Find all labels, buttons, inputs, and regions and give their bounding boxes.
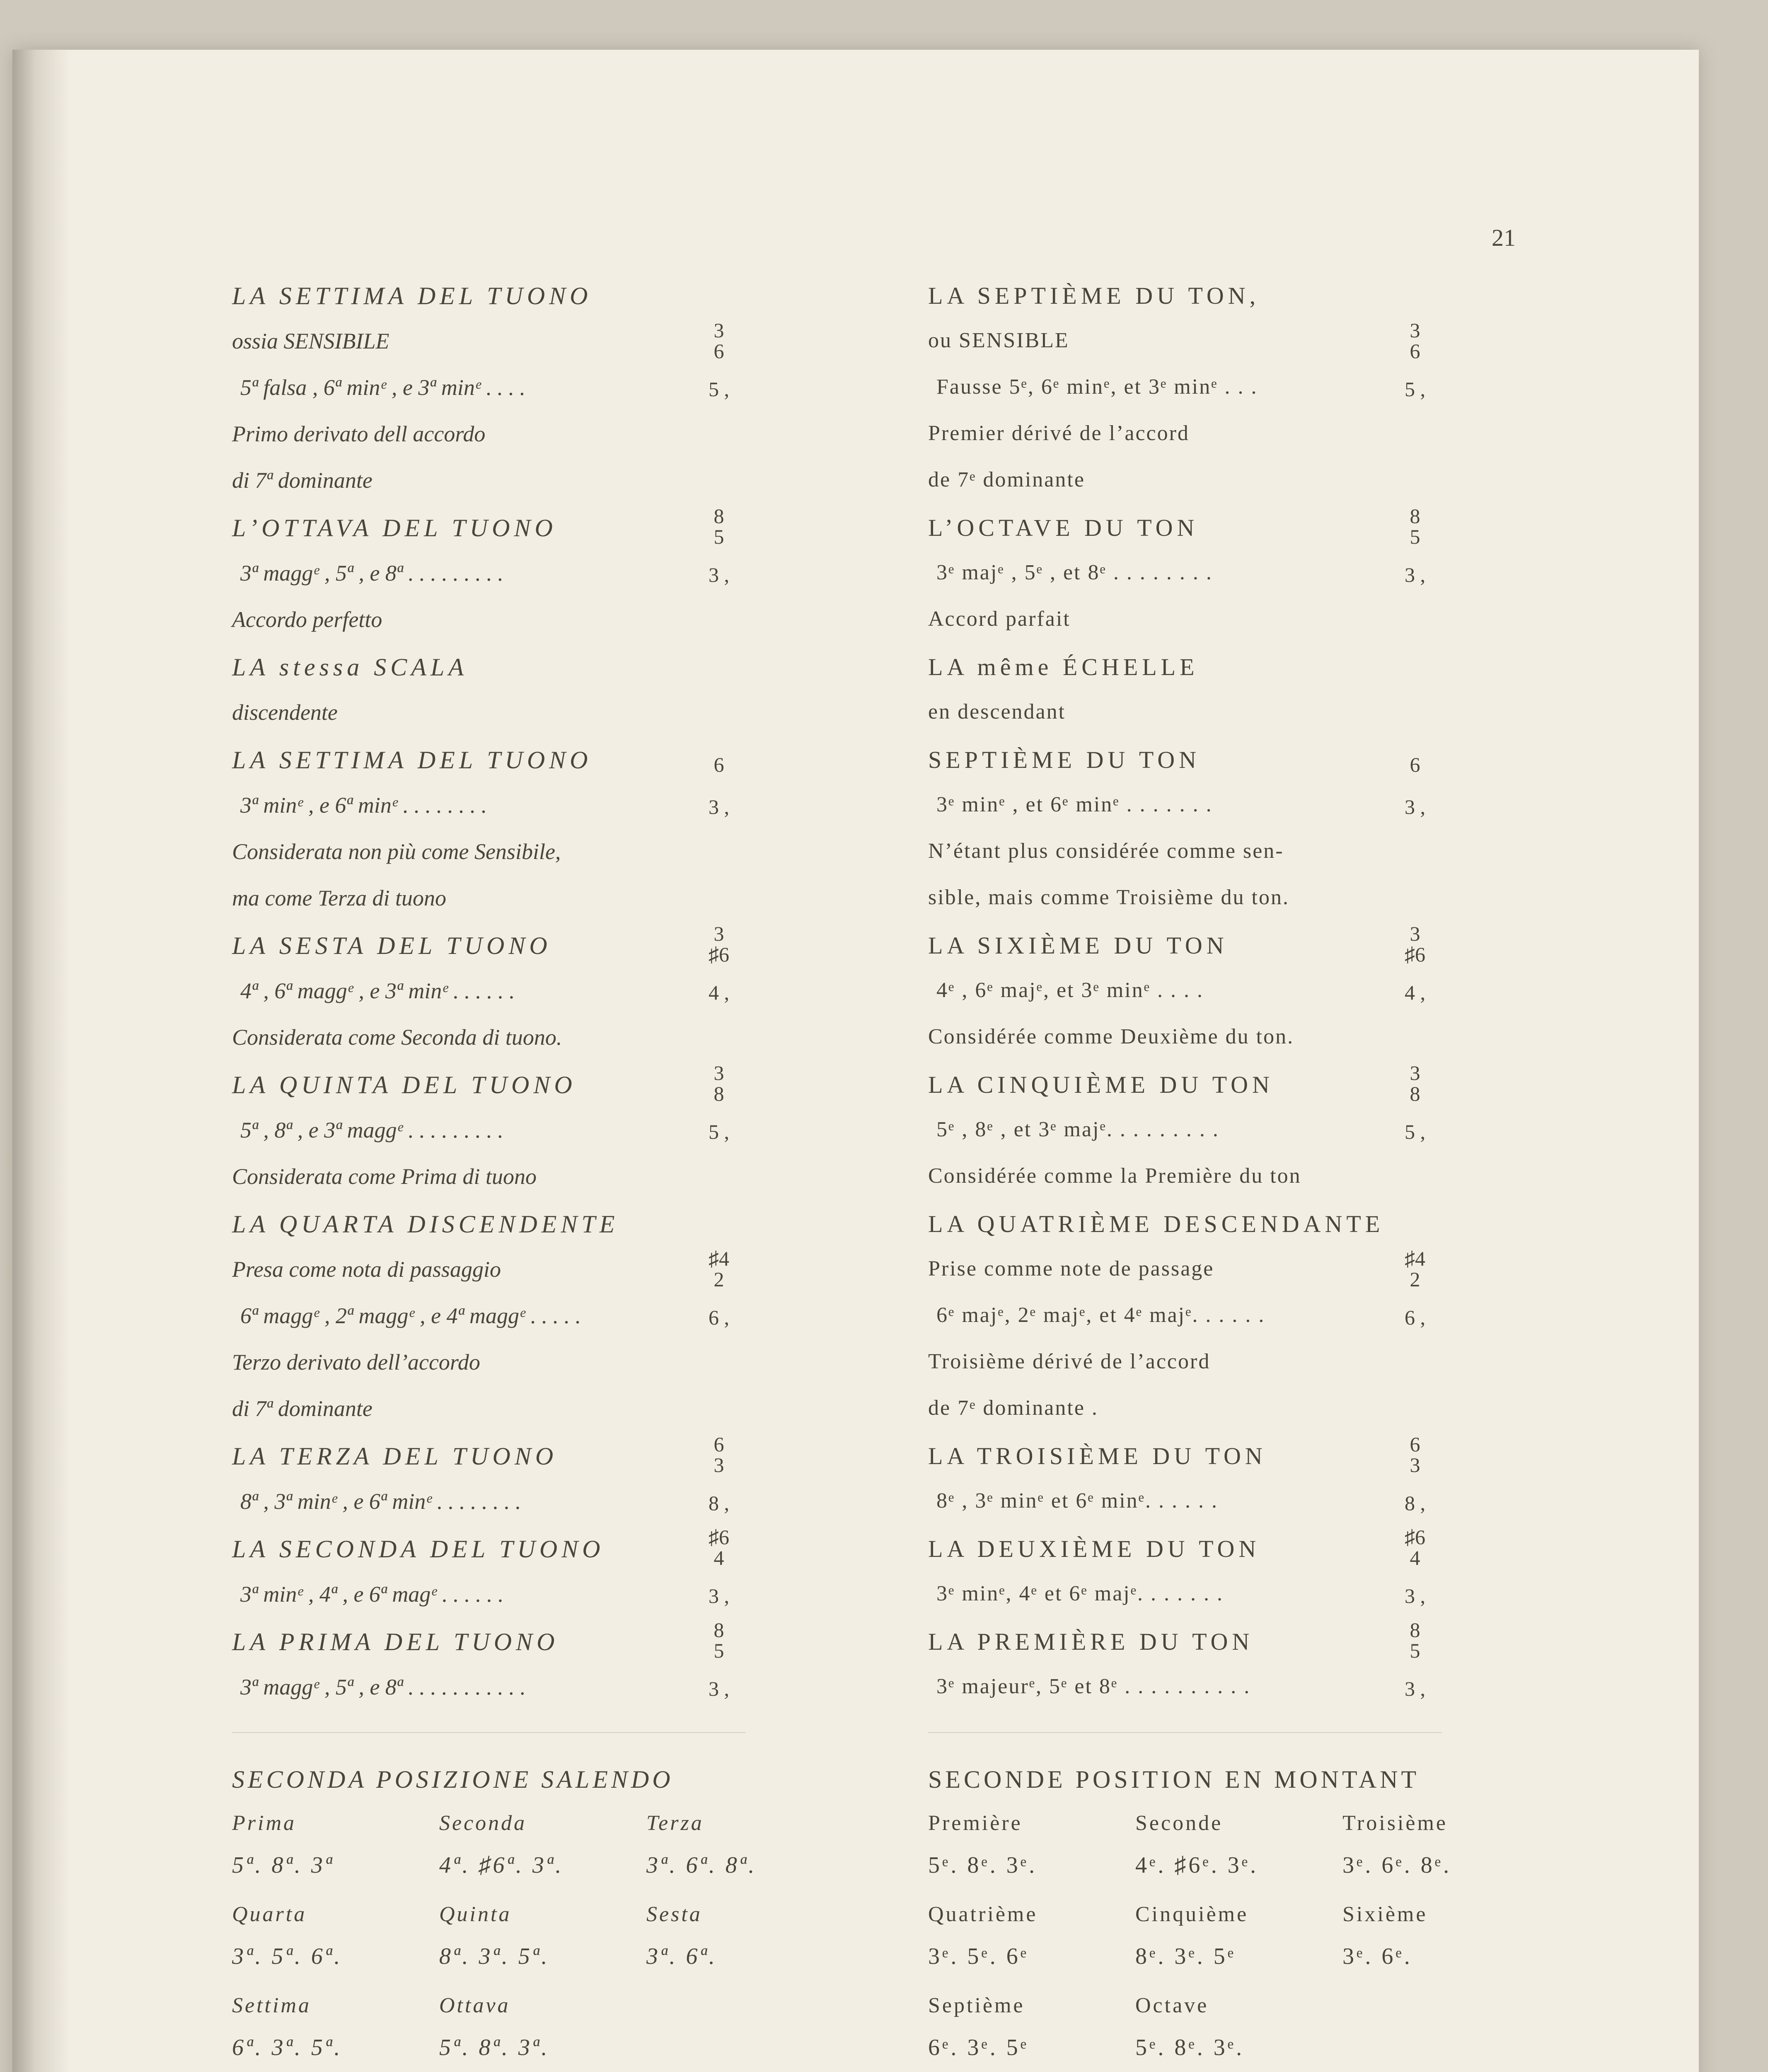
french-entry-line <box>928 792 1467 825</box>
italian-entry-line <box>232 792 771 825</box>
position-label: Cinquième <box>1135 1903 1249 1926</box>
figured-bass: 3 6 <box>1410 319 1420 363</box>
description-text: en descendant <box>928 700 1066 724</box>
italian-entry-title <box>232 282 771 315</box>
figured-bass: 4 , <box>1405 981 1425 1004</box>
description-text: de 7ᵉ dominante <box>928 468 1085 491</box>
italian-entry-text <box>232 1024 771 1058</box>
figured-bass: 8 5 <box>1410 1618 1420 1662</box>
italian-entry-title <box>232 653 771 686</box>
position-notes: 5ᵉ. 8ᵉ. 3ᵉ. <box>1135 2035 1245 2060</box>
figured-bass: 3 , <box>709 795 729 818</box>
section-heading: LA même ÉCHELLE <box>928 654 1199 680</box>
french-entry-line <box>928 375 1467 408</box>
position-cell <box>1135 1993 1244 2061</box>
position-notes: 3ᵉ. 5ᵉ. 6ᵉ <box>928 1944 1029 1969</box>
italian-entry-title <box>232 1525 771 1569</box>
position-cell <box>646 1811 757 1878</box>
section-heading: SEPTIÈME DU TON <box>928 746 1200 773</box>
position-cell <box>1135 1811 1258 1878</box>
french-entry-text <box>928 700 1467 733</box>
figured-bass: 3 , <box>1405 1677 1425 1700</box>
section-heading: LA QUATRIÈME DESCENDANTE <box>928 1210 1384 1237</box>
french-entry-line <box>928 978 1467 1011</box>
french-entry-title <box>928 504 1467 548</box>
interval-line: 5ᵉ , 8ᵉ , et 3ᵉ majᵉ. . . . . . . . . <box>936 1118 1219 1141</box>
description-text: Premier dérivé de l’accord <box>928 421 1190 445</box>
position-label: Settima <box>232 1994 311 2017</box>
figured-bass: 3 , <box>709 563 729 586</box>
description-text: Troisième dérivé de l’accord <box>928 1350 1211 1373</box>
description-text: ou SENSIBLE <box>928 329 1069 352</box>
description-text: Considerata non più come Sensibile, <box>232 839 561 864</box>
section-heading: LA TERZA DEL TUONO <box>232 1443 558 1470</box>
italian-entry-title <box>232 746 771 779</box>
page-binding-shadow <box>12 50 70 2072</box>
position-label: Septième <box>928 1994 1025 2017</box>
description-text: discendente <box>232 700 338 725</box>
french-entry-title <box>928 1618 1467 1662</box>
french-entry-text <box>928 885 1467 918</box>
position-label: Troisième <box>1342 1811 1448 1835</box>
french-entry-title <box>928 1210 1467 1243</box>
position-cell <box>928 1811 1037 1878</box>
section-heading: LA TROISIÈME DU TON <box>928 1443 1267 1469</box>
figured-bass: 6 <box>713 753 724 776</box>
position-notes: 3ᵉ. 6ᵉ. <box>1342 1944 1412 1969</box>
figured-bass: ♯6 4 <box>709 1525 729 1569</box>
position-notes: 3ª. 6ª. <box>646 1944 717 1969</box>
section-heading: LA SECONDA DEL TUONO <box>232 1535 605 1563</box>
description-text: Presa come nota di passaggio <box>232 1257 501 1282</box>
italian-entry-line <box>232 978 771 1011</box>
description-text: N’étant plus considérée comme sen- <box>928 839 1284 863</box>
italian-entry-text <box>232 319 771 363</box>
position-cell <box>928 1902 1038 1970</box>
french-entry-text <box>928 1396 1467 1429</box>
italian-entry-line <box>232 1581 771 1615</box>
figured-bass: 3 , <box>709 1584 729 1607</box>
figured-bass: 5 , <box>1405 378 1425 401</box>
section-heading: L’OTTAVA DEL TUONO <box>232 514 557 542</box>
description-text: sible, mais comme Troisième du ton. <box>928 886 1289 909</box>
figured-bass: 6 , <box>709 1306 729 1329</box>
description-text: Considérée comme la Première du ton <box>928 1164 1301 1188</box>
position-label: Quatrième <box>928 1903 1038 1926</box>
description-text: Considerata come Prima di tuono <box>232 1164 537 1189</box>
figured-bass: 8 5 <box>1410 504 1420 548</box>
section-divider <box>928 1732 1442 1733</box>
interval-line: 8ᵉ , 3ᵉ minᵉ et 6ᵉ minᵉ. . . . . . <box>936 1489 1218 1513</box>
figured-bass: ♯4 2 <box>1405 1247 1425 1291</box>
italian-entry-line <box>232 1489 771 1522</box>
french-entry-line <box>928 1303 1467 1336</box>
position-cell <box>232 1993 342 2061</box>
section-heading: LA CINQUIÈME DU TON <box>928 1071 1274 1098</box>
position-notes: 3ª. 5ª. 6ª. <box>232 1944 343 1969</box>
interval-line: 5ª falsa , 6ª minᵉ , e 3ª minᵉ . . . . <box>240 375 525 400</box>
italian-entry-line <box>232 1303 771 1336</box>
position-notes: 6ª. 3ª. 5ª. <box>232 2035 343 2060</box>
page-number: 21 <box>1492 224 1516 251</box>
italian-column <box>232 0 771 2072</box>
french-entry-text <box>928 1349 1467 1382</box>
italian-entry-title <box>232 1433 771 1477</box>
position-notes: 6ᵉ. 3ᵉ. 5ᵉ <box>928 2035 1029 2060</box>
figured-bass: ♯6 4 <box>1405 1525 1425 1569</box>
figured-bass: 3 , <box>1405 1584 1425 1607</box>
position-cell <box>1342 1811 1451 1878</box>
interval-line: 3ᵉ majᵉ , 5ᵉ , et 8ᵉ . . . . . . . . <box>936 561 1213 584</box>
figured-bass: 3 8 <box>1410 1061 1420 1105</box>
section-heading: LA QUINTA DEL TUONO <box>232 1071 576 1099</box>
position-notes: 8ª. 3ª. 5ª. <box>439 1944 550 1969</box>
position-heading: SECONDA POSIZIONE SALENDO <box>232 1766 674 1793</box>
french-column <box>928 0 1467 2072</box>
italian-entry-line <box>232 1117 771 1150</box>
french-entry-text <box>928 839 1467 872</box>
position-cell <box>1135 1902 1248 1970</box>
position-cell <box>439 1811 564 1878</box>
position-cell <box>439 1993 549 2061</box>
position-notes: 4ᵉ. ♯6ᵉ. 3ᵉ. <box>1135 1852 1259 1878</box>
section-heading: LA PRIMA DEL TUONO <box>232 1628 559 1656</box>
figured-bass: 3 , <box>1405 795 1425 818</box>
french-entry-text <box>928 1164 1467 1197</box>
italian-entry-text <box>232 1164 771 1197</box>
section-heading: LA SIXIÈME DU TON <box>928 932 1228 959</box>
interval-line: 3ª maggᵉ , 5ª , e 8ª . . . . . . . . . <box>240 561 503 586</box>
figured-bass: 3 ♯6 <box>709 922 729 966</box>
italian-entry-text <box>232 467 771 501</box>
figured-bass: 6 <box>1410 753 1420 776</box>
figured-bass: 4 , <box>709 981 729 1004</box>
italian-entry-text <box>232 885 771 918</box>
interval-line: 3ª minᵉ , 4ª , e 6ª magᵉ . . . . . . <box>240 1582 504 1607</box>
position-label: Sixième <box>1342 1903 1428 1926</box>
french-entry-text <box>928 319 1467 363</box>
interval-line: 3ᵉ majeurᵉ, 5ᵉ et 8ᵉ . . . . . . . . . . <box>936 1675 1251 1698</box>
figured-bass: 3 8 <box>713 1061 724 1105</box>
description-text: Considérée comme Deuxième du ton. <box>928 1025 1294 1048</box>
french-entry-text <box>928 467 1467 501</box>
italian-entry-title <box>232 1061 771 1105</box>
description-text: Accord parfait <box>928 607 1071 631</box>
french-entry-title <box>928 653 1467 686</box>
french-entry-title <box>928 282 1467 315</box>
italian-entry-title <box>232 1618 771 1662</box>
position-label: Sesta <box>646 1903 702 1926</box>
position-heading: SECONDE POSITION EN MONTANT <box>928 1766 1420 1793</box>
position-notes: 5ᵉ. 8ᵉ. 3ᵉ. <box>928 1852 1038 1878</box>
description-text: de 7ᵉ dominante . <box>928 1396 1098 1420</box>
italian-entry-line <box>232 375 771 408</box>
position-notes: 4ª. ♯6ª. 3ª. <box>439 1852 564 1878</box>
section-heading: L’OCTAVE DU TON <box>928 514 1199 541</box>
italian-entry-text <box>232 700 771 733</box>
description-text: Terzo derivato dell’accordo <box>232 1350 480 1375</box>
figured-bass: ♯4 2 <box>709 1247 729 1291</box>
italian-entry-text <box>232 421 771 454</box>
italian-entry-line <box>232 560 771 593</box>
italian-entry-text <box>232 1349 771 1382</box>
italian-entry-line <box>232 1674 771 1707</box>
figured-bass: 6 3 <box>713 1433 724 1477</box>
description-text: ossia SENSIBILE <box>232 329 389 353</box>
figured-bass: 3 , <box>1405 563 1425 586</box>
section-heading: LA QUARTA DISCENDENTE <box>232 1210 619 1238</box>
position-label: Quarta <box>232 1903 307 1926</box>
interval-line: 3ª maggᵉ , 5ª , e 8ª . . . . . . . . . . . <box>240 1675 526 1699</box>
position-notes: 8ᵉ. 3ᵉ. 5ᵉ <box>1135 1944 1236 1969</box>
italian-entry-title <box>232 504 771 548</box>
position-label: Seconda <box>439 1811 527 1835</box>
french-entry-line <box>928 560 1467 593</box>
figured-bass: 3 6 <box>713 319 724 363</box>
description-text: Prise comme note de passage <box>928 1257 1214 1280</box>
figured-bass: 8 5 <box>713 504 724 548</box>
section-heading: LA SEPTIÈME DU TON, <box>928 282 1260 309</box>
description-text: di 7ª dominante <box>232 468 372 493</box>
interval-line: 3ᵉ minᵉ , et 6ᵉ minᵉ . . . . . . . <box>936 793 1213 816</box>
section-heading: LA SETTIMA DEL TUONO <box>232 746 592 774</box>
french-entry-title <box>928 1525 1467 1569</box>
italian-entry-title <box>232 1210 771 1243</box>
position-notes: 3ᵉ. 6ᵉ. 8ᵉ. <box>1342 1852 1452 1878</box>
french-entry-line <box>928 1581 1467 1615</box>
interval-line: Fausse 5ᵉ, 6ᵉ minᵉ, et 3ᵉ minᵉ . . . <box>936 375 1258 399</box>
italian-entry-text <box>232 1247 771 1291</box>
french-entry-title <box>928 1433 1467 1477</box>
position-label: Ottava <box>439 1994 510 2017</box>
description-text: ma come Terza di tuono <box>232 886 447 910</box>
section-heading: LA SESTA DEL TUONO <box>232 932 551 959</box>
italian-entry-text <box>232 1396 771 1429</box>
description-text: Primo derivato dell accordo <box>232 421 486 446</box>
position-cell <box>646 1902 717 1970</box>
description-text: Accordo perfetto <box>232 607 382 632</box>
position-label: Seconde <box>1135 1811 1223 1835</box>
french-entry-title <box>928 922 1467 966</box>
french-entry-text <box>928 607 1467 640</box>
figured-bass: 8 , <box>1405 1491 1425 1515</box>
position-cell <box>232 1811 334 1878</box>
figured-bass: 3 , <box>709 1677 729 1700</box>
position-notes: 5ª. 8ª. 3ª <box>232 1852 334 1878</box>
interval-line: 6ª maggᵉ , 2ª maggᵉ , e 4ª maggᵉ . . . . . <box>240 1303 581 1328</box>
position-cell <box>1342 1902 1427 1970</box>
figured-bass: 5 , <box>709 1120 729 1143</box>
position-label: Prima <box>232 1811 296 1835</box>
french-entry-text <box>928 1024 1467 1058</box>
position-label: Quinta <box>439 1903 512 1926</box>
french-entry-title <box>928 746 1467 779</box>
position-label: Première <box>928 1811 1023 1835</box>
figured-bass: 6 , <box>1405 1306 1425 1329</box>
french-entry-text <box>928 1247 1467 1291</box>
section-heading: LA stessa SCALA <box>232 654 468 681</box>
description-text: di 7ª dominante <box>232 1396 372 1421</box>
interval-line: 5ª , 8ª , e 3ª maggᵉ . . . . . . . . . <box>240 1118 503 1143</box>
figured-bass: 5 , <box>709 378 729 401</box>
section-heading: LA SETTIMA DEL TUONO <box>232 282 592 310</box>
position-label: Octave <box>1135 1994 1209 2017</box>
section-divider <box>232 1732 746 1733</box>
interval-line: 3ª minᵉ , e 6ª minᵉ . . . . . . . . <box>240 793 487 818</box>
position-notes: 3ª. 6ª. 8ª. <box>646 1852 757 1878</box>
description-text: Considerata come Seconda di tuono. <box>232 1025 562 1050</box>
figured-bass: 6 3 <box>1410 1433 1420 1477</box>
italian-entry-title <box>232 922 771 966</box>
section-heading: LA PREMIÈRE DU TON <box>928 1628 1254 1655</box>
italian-entry-text <box>232 839 771 872</box>
figured-bass: 8 5 <box>713 1618 724 1662</box>
position-label: Terza <box>646 1811 704 1835</box>
figured-bass: 8 , <box>709 1491 729 1515</box>
interval-line: 6ᵉ majᵉ, 2ᵉ majᵉ, et 4ᵉ majᵉ. . . . . . <box>936 1303 1265 1327</box>
position-cell <box>928 1993 1029 2061</box>
french-entry-line <box>928 1674 1467 1707</box>
position-cell <box>439 1902 549 1970</box>
interval-line: 4ᵉ , 6ᵉ majᵉ, et 3ᵉ minᵉ . . . . <box>936 978 1204 1002</box>
interval-line: 4ª , 6ª maggᵉ , e 3ª minᵉ . . . . . . <box>240 978 515 1003</box>
figured-bass: 5 , <box>1405 1120 1425 1143</box>
french-entry-line <box>928 1117 1467 1150</box>
french-entry-title <box>928 1061 1467 1105</box>
french-entry-text <box>928 421 1467 454</box>
interval-line: 3ᵉ minᵉ, 4ᵉ et 6ᵉ majᵉ. . . . . . . <box>936 1582 1224 1605</box>
figured-bass: 3 ♯6 <box>1405 922 1425 966</box>
section-heading: LA DEUXIÈME DU TON <box>928 1535 1260 1562</box>
interval-line: 8ª , 3ª minᵉ , e 6ª minᵉ . . . . . . . . <box>240 1489 521 1514</box>
french-entry-line <box>928 1489 1467 1522</box>
position-notes: 5ª. 8ª. 3ª. <box>439 2035 550 2060</box>
position-cell <box>232 1902 342 1970</box>
italian-entry-text <box>232 607 771 640</box>
